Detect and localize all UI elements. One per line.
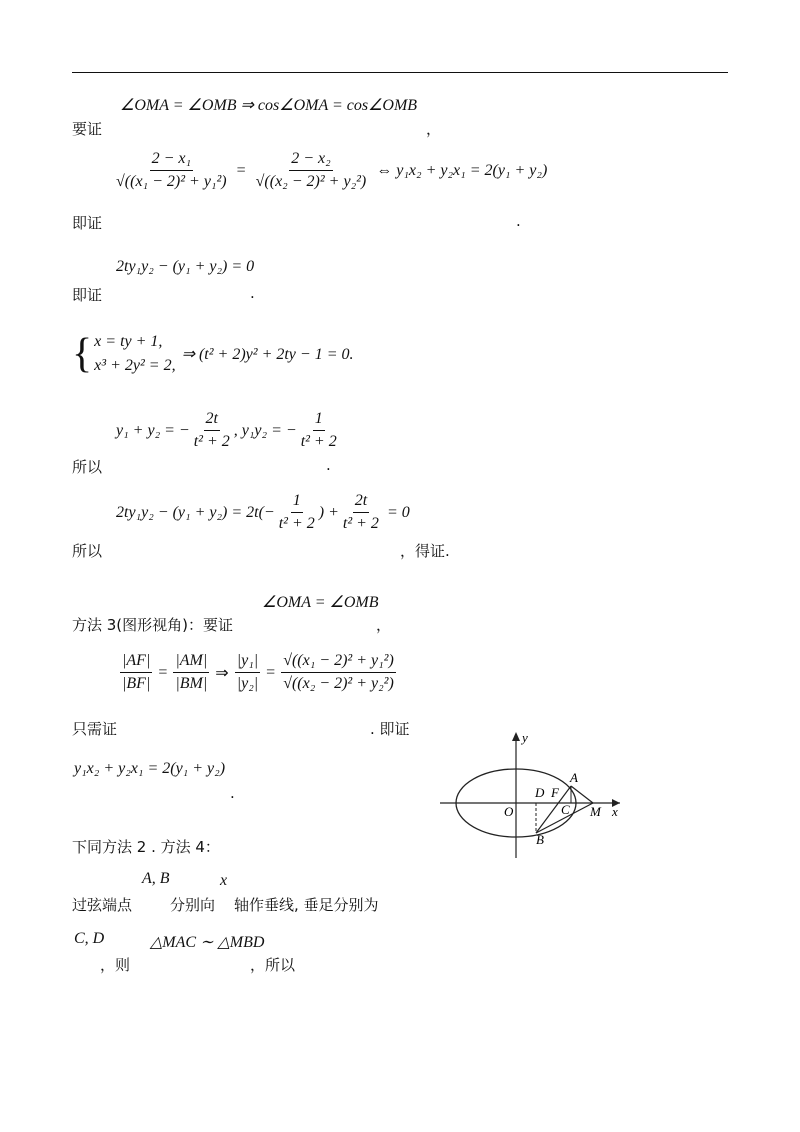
system-line-1: x = ty + 1, (94, 333, 163, 350)
substitution-middle: ) + (318, 503, 339, 521)
ratio-denominator-2: √((x₂ − 2)² + y₂²) (255, 173, 367, 190)
method-3-heading: 方法 3(图形视角)：要证 (72, 616, 234, 634)
points-cd: C, D (74, 930, 105, 947)
segment-ratio-equation: $\frac{|AF|}{|BF|}$ = $\frac{|AM|}{|BM|}$ ⇒ $\frac{\text{|y₁|}}{\text{|y₂|}}$ = $\frac{\text{√((x₁ − 2)² + y₁²)}}{\text{√((x₂ − 2)² + y₂²)}}$ (122, 652, 394, 692)
ellipse-figure (440, 730, 630, 860)
similar-triangles: △MAC ∼ △MBD (150, 934, 265, 951)
substitution-denominator-1: t² + 2 (278, 515, 315, 532)
substitution-fraction-1 (277, 492, 317, 533)
zhi-xu-zheng-label: 只需证 (72, 720, 118, 738)
zhou-zuo-label: 轴作垂线, 垂足分别为 (234, 896, 379, 914)
af-bf-fraction (120, 652, 152, 693)
ratio-numerator-2: 2 − x₂ (289, 150, 332, 171)
angle-equality: ∠OMA = ∠OMB (262, 594, 379, 611)
comma: ， (426, 120, 442, 138)
point-a-label: A (570, 770, 578, 785)
ratio-denominator-1: √((x₁ − 2)² + y₁²) (116, 173, 227, 190)
angle-equation: ∠OMA = ∠OMB ⇒ cos∠OMA = cos∠OMB (120, 97, 418, 114)
am-bm-fraction (173, 652, 209, 693)
af-numerator: |AF| (120, 652, 152, 673)
yao-zheng-label: 要证 (72, 120, 103, 138)
vieta-lhs: y₁ + y₂ = − (116, 421, 190, 439)
vieta-fraction-2 (299, 410, 339, 451)
y1-numerator: |y₁| (235, 652, 260, 673)
substitution-equation (116, 492, 410, 533)
x-variable: x (220, 872, 228, 889)
point-c-label: C (561, 802, 570, 817)
fen-bie-xiang-label: 分别向 (170, 896, 216, 914)
substitution-denominator-2: t² + 2 (342, 515, 379, 532)
x-axis-label: x (612, 804, 618, 819)
vieta-numerator-2: 1 (313, 410, 325, 431)
period: . (516, 212, 521, 230)
point-m-label: M (590, 804, 601, 819)
bf-denominator: |BF| (122, 675, 151, 692)
substitution-tail: = 0 (386, 503, 410, 521)
cosine-ratio-equation: $\frac{\text{2 − x₁}}{\text{√((x₁ − 2)² + y₁²)}}$ = $\frac{\text{2 − x₂}}{\text{√((x₂ − 2)² + y₂²)}}$ ⇔ y₁x₂ + y₂x₁ = 2(y₁ + y₂) (116, 150, 548, 190)
y-ratio-fraction (235, 652, 260, 693)
substitution-lhs: 2ty₁y₂ − (y₁ + y₂) = 2t(− (116, 503, 275, 521)
ji-zheng-label-3: . 即证 (370, 720, 410, 738)
final-equation: y₁x₂ + y₂x₁ = 2(y₁ + y₂) (74, 760, 226, 777)
de-zheng-label: ，得证. (400, 542, 450, 560)
point-f-label: F (551, 785, 559, 800)
vieta-denominator-2: t² + 2 (300, 433, 337, 450)
y-axis-arrow-icon (512, 732, 520, 741)
comma: ， (376, 616, 392, 634)
suo-yi-label-2: 所以 (72, 542, 103, 560)
point-b-label: B (536, 832, 544, 847)
suo-yi-label-1: 所以 (72, 458, 103, 476)
ji-zheng-label-1: 即证 (72, 214, 103, 232)
equation-system (72, 330, 354, 378)
y-axis-label: y (522, 730, 528, 745)
header-rule (72, 72, 728, 73)
points-ab: A, B (142, 870, 170, 887)
ze-label: ，则 (100, 956, 131, 974)
vieta-numerator-1: 2t (204, 410, 220, 431)
ratio-tail: ⇔ y₁x₂ + y₂x₁ = 2(y₁ + y₂) (376, 161, 548, 179)
system-brace: { (72, 331, 93, 377)
origin-label: O (504, 804, 514, 819)
period: . (250, 284, 255, 302)
method-4-heading: 下同方法 2 . 方法 4： (72, 838, 220, 856)
substitution-numerator-1: 1 (291, 492, 303, 513)
root-numerator: √((x₁ − 2)² + y₁²) (281, 652, 396, 673)
bm-denominator: |BM| (175, 675, 208, 692)
substitution-fraction-2 (341, 492, 381, 533)
root-ratio-fraction (281, 652, 396, 693)
ratio-numerator-1: 2 − x₁ (150, 150, 193, 171)
vieta-denominator-1: t² + 2 (193, 433, 230, 450)
ratio-fraction-2 (254, 150, 369, 191)
vieta-equation (116, 410, 341, 451)
system-line-2: x³ + 2y² = 2, (94, 357, 176, 374)
substitution-numerator-2: 2t (353, 492, 369, 513)
y2-denominator: |y₂| (236, 675, 259, 692)
root-denominator: √((x₂ − 2)² + y₂²) (283, 675, 394, 692)
guo-xian-label: 过弦端点 (72, 896, 133, 914)
period: . (326, 456, 331, 474)
vieta-middle: , y₁y₂ = − (233, 421, 297, 439)
vieta-fraction-1 (192, 410, 232, 451)
period: . (230, 784, 235, 802)
ji-zheng-label-2: 即证 (72, 286, 103, 304)
ratio-fraction-1 (114, 150, 229, 191)
am-numerator: |AM| (173, 652, 209, 673)
point-d-label: D (535, 785, 545, 800)
zero-equation: 2ty₁y₂ − (y₁ + y₂) = 0 (116, 258, 255, 275)
system-result: ⇒ (t² + 2)y² + 2ty − 1 = 0. (181, 346, 354, 363)
suo-yi-label-3: ，所以 (250, 956, 296, 974)
